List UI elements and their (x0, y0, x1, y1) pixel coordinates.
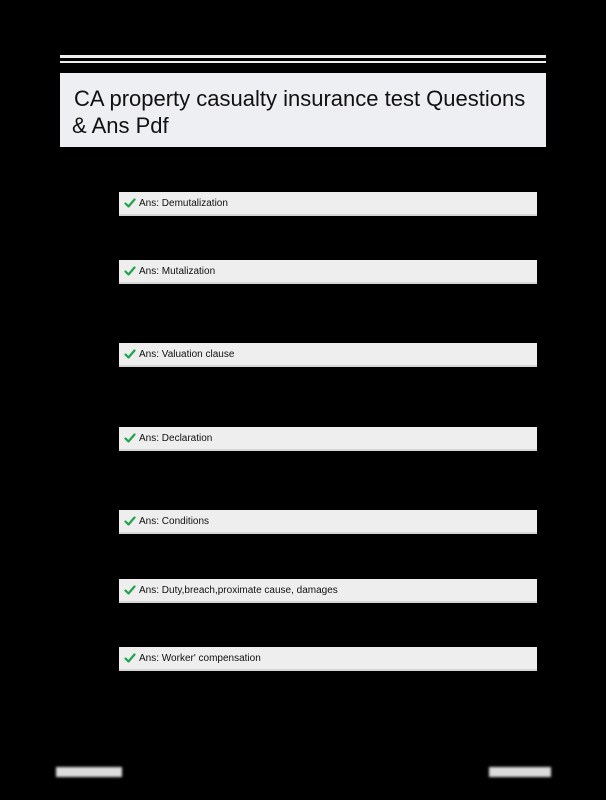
check-icon (124, 348, 136, 360)
answer-text: Ans: Duty,breach,proximate cause, damages (139, 584, 338, 596)
answer-box (119, 343, 537, 367)
answer-text: Ans: Mutalization (139, 265, 216, 277)
answer-box (119, 260, 537, 284)
check-icon (124, 197, 136, 209)
answer-text: Ans: Valuation clause (139, 348, 235, 360)
answer-text: Ans: Conditions (139, 515, 210, 527)
answer-text: Ans: Demutalization (139, 197, 228, 209)
check-icon (124, 265, 136, 277)
check-icon (124, 584, 136, 596)
answer-box (119, 579, 537, 603)
header-rule-bottom (60, 61, 546, 63)
answer-box (119, 192, 537, 216)
footer-right-blurred (489, 767, 551, 777)
answer-box (119, 647, 537, 671)
header-rule-top (60, 55, 546, 58)
answer-text: Ans: Worker' compensation (139, 652, 261, 664)
check-icon (124, 432, 136, 444)
answer-text: Ans: Declaration (139, 432, 213, 444)
check-icon (124, 652, 136, 664)
title-box (60, 73, 546, 147)
check-icon (124, 515, 136, 527)
answer-box (119, 427, 537, 451)
page-title: CA property casualty insurance test Questions & Ans Pdf (72, 86, 526, 138)
answer-box (119, 510, 537, 534)
footer-left-blurred (56, 767, 122, 777)
